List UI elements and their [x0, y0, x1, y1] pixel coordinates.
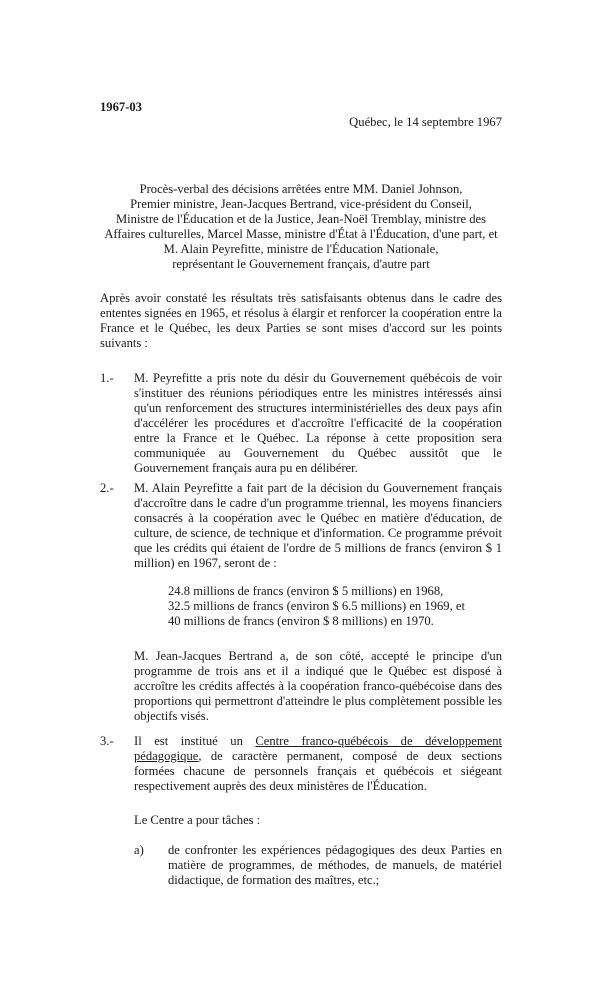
- document-title: [98, 182, 504, 272]
- list-item-1: [100, 371, 502, 476]
- title-line: Premier ministre, Jean-Jacques Bertrand, vice-président du Conseil,: [130, 197, 472, 211]
- amount-line: 24.8 millions de francs (environ $ 5 millions) en 1968,: [168, 584, 444, 598]
- centre-name-underlined: Centre franco-québécois de développement pédagogique: [134, 734, 503, 763]
- item-number: 1.-: [100, 371, 114, 385]
- item-text: M. Alain Peyrefitte a fait part de la décision du Gouvernement français d'accroître dans le cadre d'un programme triennal, les moyens financiers consacrés à la coopération avec le Québec en matière d'éducation, de culture, de science, de technique et d'information. Ce programme prévoit que les crédits qui étaient de l'ordre de 5 millions de francs (environ $ 1 million) en 1967, seront de :: [134, 481, 502, 570]
- place-date: Québec, le 14 septembre 1967: [349, 115, 502, 129]
- item-text: [134, 734, 502, 794]
- amount-line: 40 millions de francs (environ $ 8 millions) en 1970.: [168, 614, 434, 628]
- title-line: Procès-verbal des décisions arrêtées entre MM. Daniel Johnson,: [139, 182, 463, 196]
- title-line: M. Alain Peyrefitte, ministre de l'Éducation Nationale,: [163, 242, 439, 256]
- amounts-list: [168, 584, 465, 629]
- title-line: Ministre de l'Éducation et de la Justice, Jean-Noël Tremblay, ministre des: [115, 212, 487, 226]
- amount-line: 32.5 millions de francs (environ $ 6.5 millions) en 1969, et: [168, 599, 465, 613]
- item-text-prefix: Il est institué un: [134, 734, 256, 748]
- item-number: 3.-: [100, 734, 114, 748]
- item-number: 2.-: [100, 481, 114, 495]
- item-text-suffix: , de caractère permanent, composé de deux sections formées chacune de personnels français et québécois et siégeant respectivement auprès des deux ministères de l'Éducation.: [134, 749, 502, 793]
- list-item-3: [100, 734, 502, 794]
- title-line: Affaires culturelles, Marcel Masse, ministre d'État à l'Éducation, d'une part, et: [104, 227, 498, 241]
- task-item-a: [134, 843, 502, 888]
- intro-paragraph: Après avoir constaté les résultats très satisfaisants obtenus dans le cadre des ententes signées en 1965, et résolus à élargir et renforcer la coopération entre la France et le Québec, les deux Parties se sont mises d'accord sur les points suivants :: [100, 291, 502, 350]
- item-2-followup: M. Jean-Jacques Bertrand a, de son côté, accepté le principe d'un programme de trois ans et il a indiqué que le Québec est disposé à accroître les crédits affectés à la coopération franco-québécoise dans des proportions qui permettront d'atteindre le plus complètement possible les objectifs visés.: [134, 649, 502, 723]
- document-reference: 1967-03: [100, 100, 142, 114]
- task-text: de confronter les expériences pédagogiques des deux Parties en matière de programmes, de méthodes, de manuels, de matériel didactique, de formation des maîtres, etc.;: [168, 843, 502, 887]
- item-text: M. Peyrefitte a pris note du désir du Gouvernement québécois de voir s'instituer des réunions périodiques entre les ministres intéressés ainsi qu'un renforcement des structures interministérielles des deux pays afin d'accélérer les procédures et d'accroître l'efficacité de la coopération entre la France et le Québec. La réponse à cette proposition sera communiquée au Gouvernement du Québec aussitôt que le Gouvernement français aura pu en délibérer.: [134, 371, 502, 475]
- task-label: a): [134, 843, 144, 857]
- title-line: représentant le Gouvernement français, d'autre part: [172, 257, 430, 271]
- list-item-2: [100, 481, 502, 571]
- tasks-heading: Le Centre a pour tâches :: [134, 813, 261, 827]
